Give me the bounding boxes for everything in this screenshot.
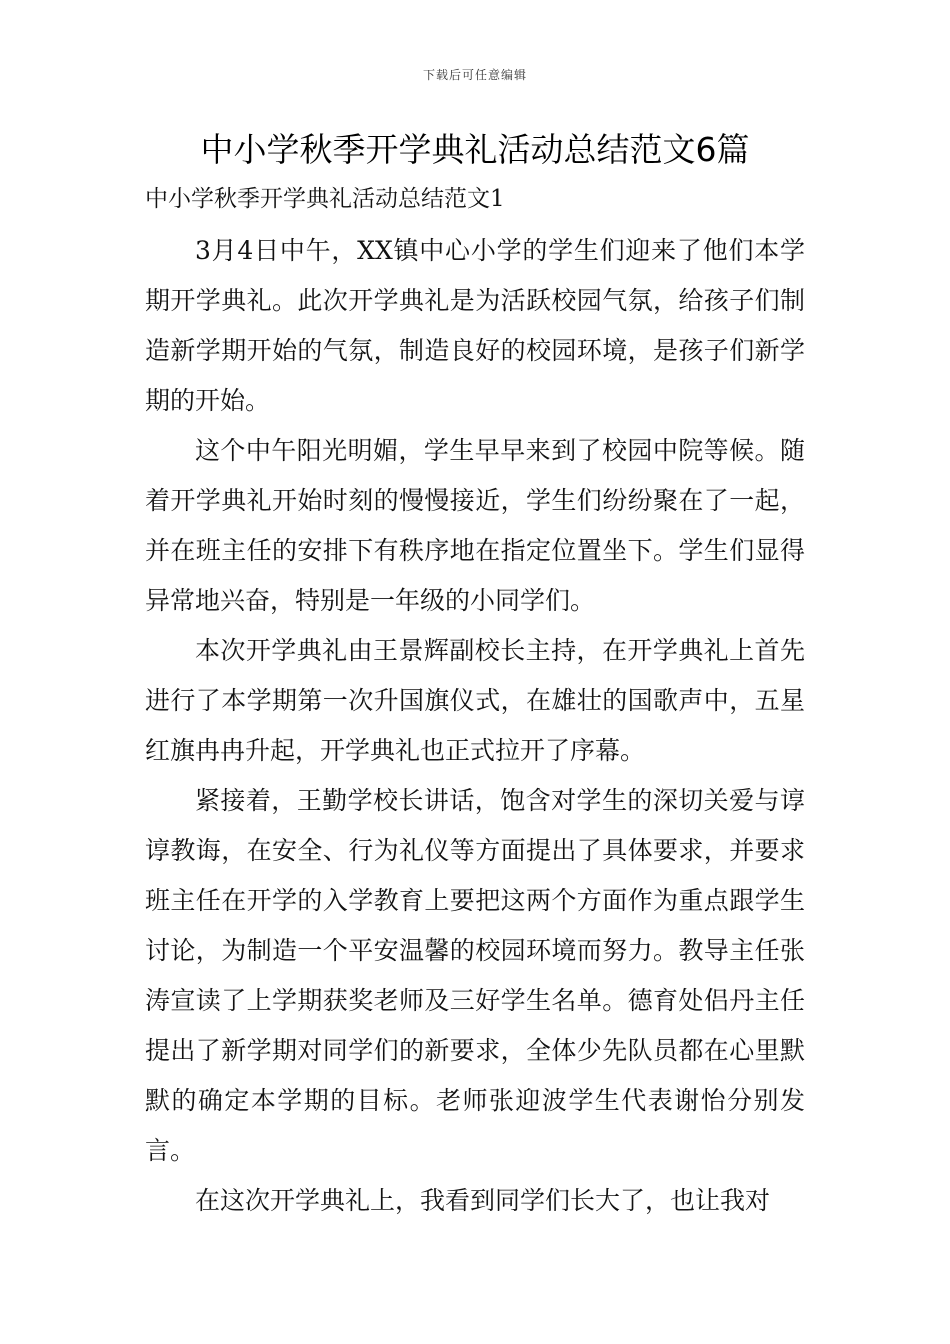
paragraph-5: 在这次开学典礼上，我看到同学们长大了，也让我对	[195, 1186, 771, 1215]
paragraph-3: 本次开学典礼由王景辉副校长主持，在开学典礼上首先进行了本学期第一次升国旗仪式，在雄壮的国歌声中，五星红旗冉冉升起，开学典礼也正式拉开了序幕。	[145, 636, 805, 765]
document-body	[145, 226, 805, 1226]
header-note: 下载后可任意编辑	[422, 68, 527, 82]
paragraph-2: 这个中午阳光明媚，学生早早来到了校园中院等候。随着开学典礼开始时刻的慢慢接近，学生们纷纷聚在了一起，并在班主任的安排下有秩序地在指定位置坐下。学生们显得异常地兴奋，特别是一年级的小同学们。	[145, 436, 805, 615]
paragraph-1: 3月4日中午，XX镇中心小学的学生们迎来了他们本学期开学典礼。此次开学典礼是为活跃校园气氛，给孩子们制造新学期开始的气氛，制造良好的校园环境，是孩子们新学期的开始。	[145, 236, 805, 415]
document-title: 中小学秋季开学典礼活动总结范文6篇	[200, 130, 750, 169]
paragraph-4: 紧接着，王勤学校长讲话，饱含对学生的深切关爱与谆谆教诲，在安全、行为礼仪等方面提出了具体要求，并要求班主任在开学的入学教育上要把这两个方面作为重点跟学生讨论，为制造一个平安温馨的校园环境而努力。教导主任张涛宣读了上学期获奖老师及三好学生名单。德育处侣丹主任提出了新学期对同学们的新要求，全体少先队员都在心里默默的确定本学期的目标。老师张迎波学生代表谢怡分别发言。	[145, 786, 805, 1165]
section-subtitle: 中小学秋季开学典礼活动总结范文1	[145, 186, 505, 212]
